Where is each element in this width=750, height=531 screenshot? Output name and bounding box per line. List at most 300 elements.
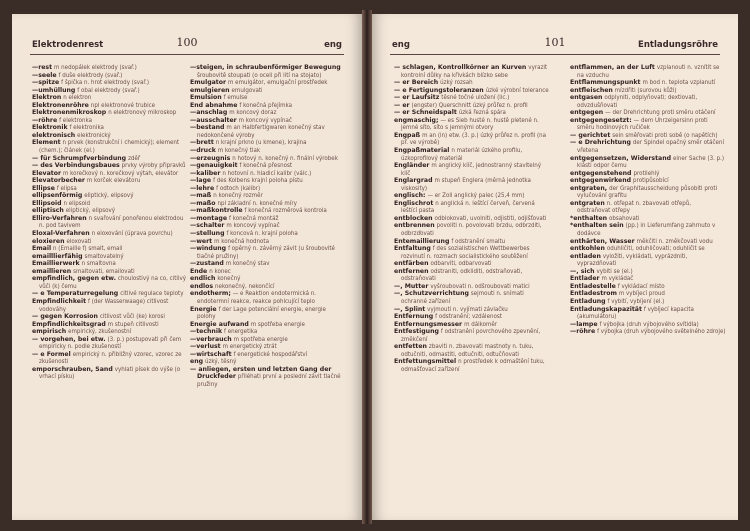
entry-headword: —verlust	[190, 343, 221, 351]
entry-translation: emulgovati	[231, 86, 263, 94]
entry-headword: —, Schutzverrichtung	[394, 290, 469, 298]
entry-headword: —seele	[32, 71, 57, 79]
entry-headword: emailllierfähig	[32, 252, 83, 260]
entry-headword: —umhüllung	[32, 86, 76, 94]
entry-translation: prvky výroby připravků	[121, 162, 186, 170]
dictionary-entry	[32, 64, 188, 72]
entry-translation: empirický n. přibližný vzorec, vzorec ze zkušenosti	[39, 350, 182, 366]
entry-headword: entgegenwirkend	[570, 177, 632, 185]
entry-headword: —technik	[190, 328, 223, 336]
dictionary-entry	[394, 313, 550, 321]
dictionary-entry	[570, 306, 726, 321]
dictionary-entry	[32, 72, 188, 80]
entry-headword: entkohlen	[570, 245, 605, 253]
dictionary-entry	[394, 306, 550, 314]
entry-headword: —rest	[32, 64, 53, 71]
entry-translation: n konec	[209, 267, 231, 275]
dictionary-entry	[570, 290, 726, 298]
entry-translation: konečný	[217, 275, 241, 283]
entry-headword: — e Drehrichtung	[570, 139, 631, 147]
entry-headword: entgegensetzen, Widerstand	[570, 154, 672, 162]
entry-translation: f energetické hospodářství	[233, 350, 308, 358]
left-page	[12, 14, 362, 520]
entry-headword: Entladung	[570, 297, 606, 305]
entry-translation: vzplanouti n. vznítit se na vzduchu	[577, 64, 720, 79]
entry-headword: —, Splint	[394, 305, 426, 313]
entry-headword: —brett	[190, 139, 214, 147]
dictionary-entry	[32, 109, 188, 117]
entry-translation: f špička n. hrot elektrody (svař.)	[61, 79, 150, 87]
entry-headword: —verbrauch	[190, 335, 232, 343]
entry-headword: engmaschig;	[394, 116, 439, 124]
entry-translation: m stupeň Englera (měrná jednotka viskosity)	[401, 177, 531, 192]
entry-headword: —röhre	[32, 116, 58, 124]
dictionary-entry	[190, 94, 346, 102]
dictionary-entry	[32, 238, 188, 246]
entry-translation: m emulgátor, emulgační prostředek	[228, 79, 328, 87]
entry-translation: f des sozialistischen Wettbewerbes rozvinutí n. rozmach socialistického soutěžení	[401, 245, 530, 260]
entry-headword: — anliegen, ersten und letzten Gang der Druckfeder	[190, 365, 332, 381]
entry-headword: — e Temperaturregelung	[32, 290, 119, 298]
dictionary-entry	[570, 185, 726, 200]
entry-headword: Elevatorbecher	[32, 177, 85, 185]
dictionary-entry	[32, 260, 188, 268]
header-rule	[30, 54, 344, 55]
entry-translation: f opěrný n. závěrný závit (u šroubovité tlačné pružiny)	[197, 245, 335, 260]
entry-headword: Englargrad	[394, 177, 433, 185]
page-number: 101	[544, 36, 566, 49]
entry-headword: End abnahme	[190, 101, 238, 109]
entry-headword: endlich	[190, 275, 216, 283]
entry-headword: ellipsenförmig	[32, 192, 83, 200]
entry-headword: Eloxal-Verfahren	[32, 230, 90, 238]
entry-translation: elektronický	[77, 131, 111, 139]
dictionary-entry	[394, 192, 550, 200]
dictionary-column	[32, 64, 188, 381]
dictionary-entry	[394, 94, 550, 102]
entry-headword: Emulsion	[190, 94, 222, 102]
dictionary-entry	[394, 290, 550, 305]
entry-translation: úzký rozsah	[440, 79, 473, 87]
entry-headword: entgraten	[570, 199, 605, 207]
entry-headword: —maßkontrolle	[190, 207, 243, 215]
entry-headword: —bestand	[190, 124, 225, 132]
entry-headword: entbrennen	[394, 222, 435, 230]
entry-translation: m dálkoměr	[464, 320, 498, 328]
entry-headword: Energie	[190, 305, 217, 313]
entry-headword: Ellipse	[32, 184, 55, 192]
entry-headword: elektronisch	[32, 131, 76, 139]
dictionary-entry	[570, 298, 726, 306]
entry-translation: f konečná rozměrová kontrola	[244, 207, 327, 215]
entry-translation: n prvek (konstrukční i chemický); element (chem.); článek (el.)	[39, 139, 180, 155]
dictionary-entry	[570, 79, 726, 87]
entry-headword: —wert	[190, 237, 213, 245]
entry-headword: entgegengesetzt:	[570, 116, 632, 124]
entry-translation: m konečná hodnota	[214, 237, 269, 245]
entry-translation: m stupeň citlivosti	[107, 320, 159, 328]
entry-translation: n materiál úzkého profilu, úzkoprofilový materiál	[401, 147, 523, 162]
entry-headword: Elektron	[32, 94, 62, 102]
dictionary-entry	[570, 238, 726, 246]
dictionary-entry	[32, 351, 188, 366]
dictionary-entry	[394, 215, 550, 223]
entry-headword: —ausschalter	[190, 116, 237, 124]
entry-headword: entblocken	[394, 214, 433, 222]
entry-headword: — gegen Korrosion	[32, 313, 98, 321]
dictionary-entry	[570, 222, 726, 237]
entry-translation: m konečný tlak	[217, 147, 261, 155]
dictionary-entry	[394, 177, 550, 192]
entry-headword: empfindlich, gegen etw.	[32, 275, 116, 283]
dictionary-entry	[32, 313, 188, 321]
running-head-left: Elektrodenrest	[32, 40, 104, 50]
entry-translation: f elektronika	[69, 124, 104, 132]
entry-translation: f obal elektrody (svař.)	[77, 86, 140, 94]
entry-headword: Empfindlichkeit	[32, 297, 87, 305]
entry-headword: Elektronik	[32, 124, 68, 132]
entry-headword: Email	[32, 245, 52, 253]
dictionary-column	[394, 64, 550, 373]
entry-translation: npl základní n. konečné míry	[217, 199, 297, 207]
entry-headword: endlos	[190, 282, 214, 290]
dictionary-entry	[570, 321, 726, 329]
entry-translation: n elektron	[63, 94, 92, 102]
entry-translation: přiléhati první a poslední závit tlačné pružiny	[197, 373, 341, 388]
dictionary-entry	[394, 200, 550, 215]
entry-translation: odblokovati, uvolniti, odjistiti, odjišťovati	[434, 214, 547, 222]
entry-translation: f der Lage potenciální energie, energie polohy	[197, 305, 326, 321]
entry-translation: f vybití, vybíjení (el.)	[607, 297, 665, 305]
entry-translation: úzké výrobní tolerance	[485, 86, 549, 94]
entry-translation: smaltovati, emailovati	[73, 267, 135, 275]
book-gutter	[362, 10, 372, 524]
entry-headword: Entfaltung	[394, 245, 431, 253]
entry-headword: — er	[394, 101, 410, 109]
entry-translation: odplyniti, odplyňovati; dextiovati, odvzdušňovati	[577, 94, 698, 109]
dictionary-entry	[190, 275, 346, 283]
dictionary-entry	[570, 200, 726, 215]
entry-headword: —lehre	[190, 184, 215, 192]
entry-translation: m bod n. teplota vzplanutí	[642, 79, 716, 87]
dictionary-entry	[394, 132, 550, 147]
entry-translation: protilehlý	[633, 169, 660, 177]
entry-translation: f koncová n. krajní poloha	[226, 230, 298, 238]
entry-translation: (3. p.) postupovati při čem empiricky n. podle zkušeností	[39, 335, 182, 351]
dictionary-entry	[394, 358, 550, 373]
entry-translation: f výbojka (druh výbojového svítidla)	[599, 320, 699, 328]
entry-translation: nekonečný, nekončící	[215, 282, 275, 290]
entry-translation: der Spindel opačný směr otáčení vřetena	[577, 139, 724, 155]
entry-translation: eloxovati	[66, 237, 92, 245]
dictionary-entry	[570, 155, 726, 170]
entry-headword: empirisch	[32, 328, 67, 336]
dictionary-entry	[570, 117, 726, 132]
entry-translation: vyložiti, vykládati, vyprázdniti, vyprazdňovati	[577, 252, 688, 268]
entry-headword: Entemaillierung	[394, 237, 450, 245]
entry-headword: — er Bereich	[394, 79, 439, 87]
entry-headword: Ende	[190, 267, 208, 275]
entry-headword: entgraten,	[570, 184, 608, 192]
entry-headword: Elevator	[32, 169, 62, 177]
entry-headword: Elliro-Verfahren	[32, 214, 87, 222]
dictionary-entry	[394, 109, 550, 117]
entry-translation: m vybíjecí proud	[618, 290, 665, 298]
dictionary-entry	[190, 87, 346, 95]
entry-translation: f duše elektrody (svař.)	[58, 71, 123, 79]
entry-headword: Emulgator	[190, 79, 227, 87]
entry-translation: f vybíjecí kapacita (akumulátoru)	[577, 305, 694, 321]
entry-translation: (pp.) in Lieferumfang zahrnuto v dodávce	[577, 222, 716, 238]
dictionary-entry	[190, 245, 346, 260]
dictionary-entry	[190, 155, 346, 163]
entry-translation: m spotřeba energie	[233, 335, 288, 343]
entry-headword: —maßo	[190, 199, 216, 207]
dictionary-entry	[32, 321, 188, 329]
entry-translation: f (der Wasserwaage) citlivost vodováhy	[39, 297, 169, 313]
entry-translation: n konečný rozměr	[213, 192, 263, 200]
dictionary-entry	[190, 230, 346, 238]
entry-translation: f elektronka	[59, 116, 92, 124]
entry-translation: odstraniti, odkliditi, odstraňovati, odstraňovati	[401, 267, 523, 283]
entry-headword: Elektronenröhre	[32, 101, 89, 109]
entry-translation: m korečkový n. korečkový výtah, elevátor	[62, 169, 179, 177]
entry-translation: n hotový n. konečný n. finální výrobek	[232, 154, 338, 162]
dictionary-entry	[394, 222, 550, 237]
entry-translation: m spotřeba energie	[250, 320, 305, 328]
entry-headword: Ellipsoid	[32, 199, 62, 207]
running-head-right: Entladungsröhre	[638, 40, 718, 50]
entry-translation: obsahovati	[609, 214, 640, 222]
dictionary-entry	[394, 147, 550, 162]
entry-headword: —röhre	[570, 328, 596, 336]
dictionary-entry	[190, 64, 346, 79]
entry-translation: úzký, těsný	[204, 358, 237, 366]
entry-translation: sein směřovati proti sobě (o napětích)	[612, 131, 718, 139]
entry-headword: — e Formel	[32, 350, 71, 358]
dictionary-entry	[190, 192, 346, 200]
entry-translation: f konečná montáž	[229, 214, 279, 222]
entry-headword: *enthalten	[570, 214, 608, 222]
entry-translation: vyhlati písek do výše (o vrhací písku)	[39, 365, 181, 381]
entry-headword: Entfestigung	[394, 328, 439, 336]
dictionary-entry	[570, 253, 726, 268]
entry-translation: einer Sache (3. p.) klásti odpor čemu	[577, 154, 725, 170]
dictionary-entry	[190, 162, 346, 170]
entry-headword: Empfindlichkeitsgrad	[32, 320, 106, 328]
entry-translation: f odtoch (kalibr)	[216, 184, 261, 192]
entry-headword: Emaillierwerk	[32, 260, 80, 268]
entry-translation: — er Zoll anglický palec (25,4 mm)	[427, 192, 525, 200]
entry-translation: n svařování ponořenou elektrodou n. pod tavivem	[39, 214, 184, 230]
entry-headword: Engpaß	[394, 131, 421, 139]
dictionary-entry	[32, 87, 188, 95]
dictionary-entry	[190, 177, 346, 185]
entry-translation: šroubovitě stoupati (o oceli při lití na stojato)	[197, 71, 322, 79]
entry-headword: —anschlag	[190, 109, 228, 117]
entry-translation: f emulse	[223, 94, 248, 102]
entry-translation: f odstranění povrchového zpevnění, změkčení	[401, 328, 541, 343]
dictionary-entry	[190, 328, 346, 336]
entry-translation: m konečný stav	[225, 260, 270, 268]
entry-headword: entladen	[570, 252, 601, 260]
dictionary-entry	[190, 222, 346, 230]
right-page	[372, 14, 738, 520]
dictionary-entry	[394, 117, 550, 132]
entry-headword: — e Fertigungstoleranzen	[394, 86, 484, 94]
entry-translation: m an (in) etw. (3. p.) úzký průřez n. profil (na př. ve výrobě)	[401, 131, 547, 147]
entry-headword: emporschrauben, Sand	[32, 365, 113, 373]
entry-headword: — gerichtet	[570, 131, 611, 139]
dictionary-entry	[190, 306, 346, 321]
dictionary-entry	[32, 117, 188, 125]
entry-headword: — schlagen, Kontrollkörner an Kurven	[394, 64, 527, 71]
entry-translation: n elipsoid	[63, 199, 91, 207]
dictionary-entry	[32, 79, 188, 87]
entry-headword: Entladestelle	[570, 282, 616, 290]
entry-headword: —erzeugnis	[190, 154, 231, 162]
entry-headword: —wirtschaft	[190, 350, 232, 358]
dictionary-entry	[32, 336, 188, 351]
entry-headword: Elektronenmikroskop	[32, 109, 107, 117]
dictionary-entry	[32, 245, 188, 253]
entry-translation: npl elektronové trubice	[90, 101, 156, 109]
entry-translation: m korček elevátoru	[86, 177, 141, 185]
entry-headword: — für Schrumpfverbindung	[32, 154, 127, 162]
entry-translation: eliptický, elipsový	[84, 192, 134, 200]
dictionary-entry	[32, 207, 188, 215]
entry-headword: —maß	[190, 192, 212, 200]
entry-translation: povoliti n. povolovati brzdu, odbrzditi, odbrzďovati	[401, 222, 542, 238]
entry-headword: Englischrot	[394, 199, 434, 207]
dictionary-entry	[570, 215, 726, 223]
entry-headword: —montage	[190, 214, 228, 222]
dictionary-entry	[190, 358, 346, 366]
entry-translation: n anglická n. leštící červeň, červená leštící pasta	[401, 199, 535, 215]
entry-translation: f odstranění smaltu	[451, 237, 506, 245]
dictionary-entry	[394, 343, 550, 358]
dictionary-entry	[570, 109, 726, 117]
dictionary-entry	[32, 139, 188, 154]
entry-translation: vybiti se (el.)	[596, 267, 633, 275]
entry-translation: n (Emaille f) smalt, email	[53, 245, 123, 253]
dictionary-entry	[190, 109, 346, 117]
entry-headword: —spitze	[32, 79, 60, 87]
entry-translation: sejmouti n. snímati ochranné zařízení	[401, 290, 524, 305]
dictionary-entry	[32, 192, 188, 200]
dictionary-entry	[32, 298, 188, 313]
entry-translation: m an Halbfertigwaren konečný stav nedokončené výroby	[197, 124, 325, 139]
entry-headword: Entladestrom	[570, 290, 617, 298]
entry-headword: entfetten	[394, 343, 427, 351]
entry-headword: —zustand	[190, 260, 224, 268]
entry-headword: eloxieren	[32, 237, 65, 245]
dictionary-entry	[190, 139, 346, 147]
entry-translation: vyšroubovati n. odšroubovati matici	[430, 282, 530, 290]
entry-translation: f výbojka (druh výbojového světelného zdroje)	[597, 328, 726, 336]
entry-translation: f vykládací místo	[617, 282, 665, 290]
entry-translation: oduhličiti, oduhličovati; oduhličit se	[606, 245, 705, 253]
dictionary-entry	[32, 177, 188, 185]
dictionary-entry	[190, 207, 346, 215]
entry-translation: měkčiti n. změkčovati vodu	[636, 237, 713, 245]
dictionary-entry	[394, 321, 550, 329]
entry-headword: — des Verbindungsbaues	[32, 162, 120, 170]
entry-headword: entfärben	[394, 260, 429, 268]
entry-translation: m koncový vypínač	[226, 222, 280, 230]
entry-translation: — dem Uhrzeigersinn proti směru hodinových ručiček	[577, 116, 708, 132]
entry-translation: m energetický ztrát	[222, 343, 277, 351]
entry-headword: entflammen, an der Luft	[570, 64, 655, 71]
dictionary-entry	[570, 177, 726, 185]
entry-headword: — er Laufsitz	[394, 94, 440, 102]
entry-headword: —steigen, in schraubenförmiger Bewegung	[190, 64, 341, 71]
entry-headword: Entfernungsmesser	[394, 320, 463, 328]
dictionary-entry	[570, 139, 726, 154]
entry-translation: n hotovní n. hladicí kalibr (válc.)	[222, 169, 312, 177]
entry-translation: — es Sieb husté n. hustě pletené n. jemné síto, síto s jemnými otvory	[401, 116, 539, 132]
entry-translation: — e Reaktion endotermická n. endotermní reakce, reakce pohlcující teplo	[197, 290, 317, 305]
dictionary-entry	[32, 230, 188, 238]
entry-headword: Entfettungsmittel	[394, 358, 457, 366]
entry-headword: Element	[32, 139, 61, 147]
entry-translation: m vykládač	[601, 275, 634, 283]
entry-headword: enthärten, Wasser	[570, 237, 635, 245]
dictionary-entry	[394, 260, 550, 268]
dictionary-entry	[32, 290, 188, 298]
dictionary-entry	[190, 343, 346, 351]
dictionary-entry	[570, 94, 726, 109]
entry-translation: zbaviti n. zbavovati mastnoty n. tuku, odtučniti, odmastiti, odtučniti, odtučňovati	[401, 343, 534, 358]
entry-translation: — der Drehrichtung proti směru otáčení	[605, 109, 716, 117]
entry-translation: m koncový vypínač	[238, 116, 292, 124]
dictionary-entry	[32, 275, 188, 290]
dictionary-entry	[190, 238, 346, 246]
dictionary-entry	[190, 321, 346, 329]
dictionary-entry	[394, 238, 550, 246]
entry-translation: úzká řezná spára	[458, 109, 506, 117]
entry-translation: n prostředek k odmaštění tuku, odmašťovací zařízení	[401, 358, 545, 373]
entry-translation: f energetika	[224, 328, 258, 336]
entry-headword: Entflammungspunkt	[570, 79, 641, 87]
header-rule	[390, 54, 720, 55]
entry-translation: n smaltovna	[81, 260, 116, 268]
entry-headword: —lampe	[570, 320, 598, 328]
entry-translation: vyjmouti n. vyjímati závlačku	[427, 305, 508, 313]
entry-translation: těsné točné uložení (lic.)	[441, 94, 510, 102]
entry-headword: entfernen	[394, 267, 429, 275]
entry-translation: empirický, zkušenostní	[68, 328, 132, 336]
entry-translation: f odstranění; vzdálenost	[435, 313, 502, 321]
entry-headword: Energie aufwand	[190, 320, 249, 328]
entry-translation: mízdřiti (surovou kůži)	[614, 86, 677, 94]
entry-headword: —, Mutter	[394, 282, 429, 290]
entry-translation: f konečná přesnost	[239, 162, 293, 170]
entry-translation: choulostivý na co, citlivý vůči (k) čemu	[39, 275, 187, 290]
entry-headword: *enthalten sein	[570, 222, 624, 230]
running-head-left: eng	[392, 40, 410, 50]
entry-translation: der Graphitausscheidung působiti proti vylučování grafitu	[577, 184, 718, 200]
entry-headword: —lage	[190, 177, 212, 185]
entry-translation: n. otřepat n. zbavovati otřepů, odstraňovat otřepy	[577, 199, 692, 215]
entry-translation: odbarviti, odbarvovati	[430, 260, 492, 268]
dictionary-entry	[570, 328, 726, 336]
entry-headword: emaillieren	[32, 267, 72, 275]
dictionary-entry	[32, 328, 188, 336]
entry-headword: elliptisch	[32, 207, 64, 215]
dictionary-entry	[570, 64, 726, 79]
page-number: 100	[176, 36, 198, 49]
